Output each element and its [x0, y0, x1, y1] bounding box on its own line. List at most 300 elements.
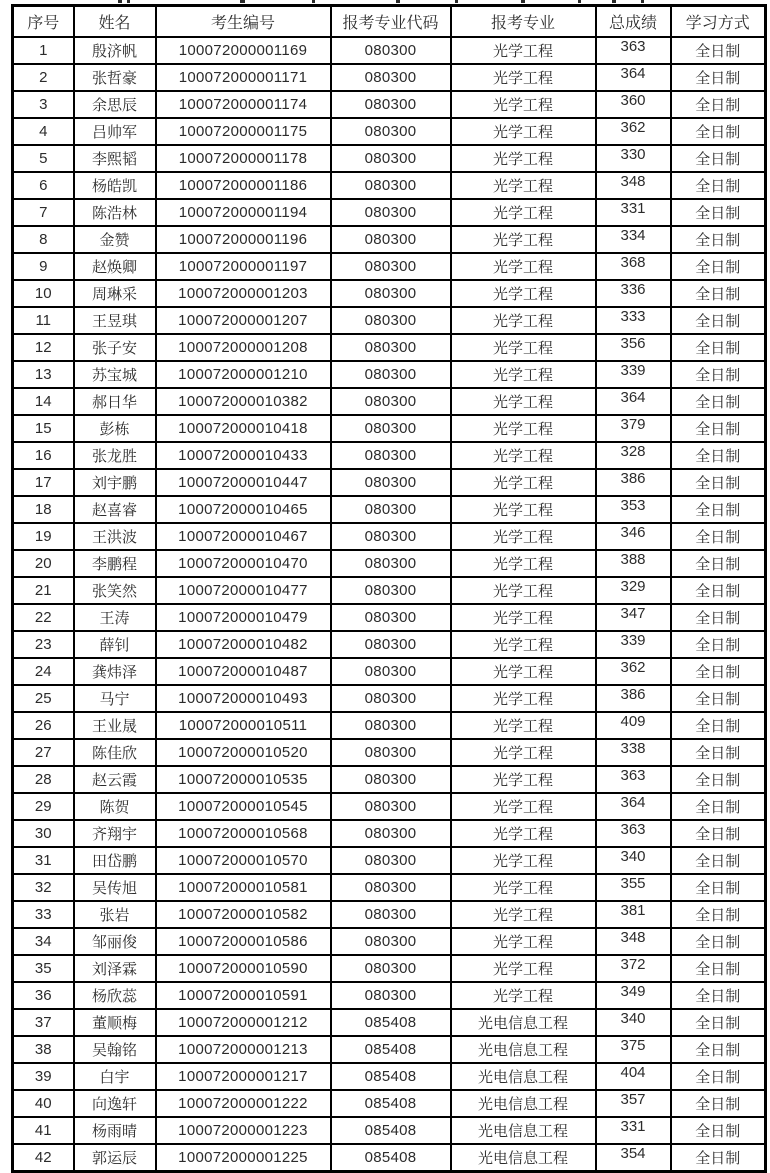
table-row [13, 361, 766, 388]
score-value: 340 [620, 848, 646, 865]
cell-index: 11 [13, 307, 74, 334]
cell-score [596, 37, 671, 64]
cell-study-mode: 全日制 [671, 928, 766, 955]
score-value: 346 [620, 524, 646, 541]
cell-index: 31 [13, 847, 74, 874]
cell-name: 王涛 [74, 604, 156, 631]
cell-study-mode: 全日制 [671, 496, 766, 523]
cell-index: 25 [13, 685, 74, 712]
cell-study-mode: 全日制 [671, 982, 766, 1009]
cell-major-code: 080300 [331, 847, 451, 874]
cell-major: 光学工程 [451, 118, 596, 145]
cell-name: 吕帅军 [74, 118, 156, 145]
cell-major: 光学工程 [451, 847, 596, 874]
cell-score [596, 388, 671, 415]
cell-major: 光学工程 [451, 64, 596, 91]
cell-study-mode: 全日制 [671, 901, 766, 928]
cell-name: 殷济帆 [74, 37, 156, 64]
table-row [13, 1063, 766, 1090]
cell-study-mode: 全日制 [671, 604, 766, 631]
cell-major: 光学工程 [451, 172, 596, 199]
cell-score [596, 1144, 671, 1172]
cell-index: 28 [13, 766, 74, 793]
cell-major: 光电信息工程 [451, 1144, 596, 1172]
cell-candidate-no: 100072000010520 [156, 739, 331, 766]
cell-name: 李鹏程 [74, 550, 156, 577]
cell-major: 光电信息工程 [451, 1009, 596, 1036]
cell-major: 光学工程 [451, 415, 596, 442]
cell-index: 4 [13, 118, 74, 145]
score-value: 379 [620, 416, 646, 433]
cell-study-mode: 全日制 [671, 307, 766, 334]
cell-major: 光学工程 [451, 712, 596, 739]
cell-candidate-no: 100072000010591 [156, 982, 331, 1009]
cell-score [596, 1090, 671, 1117]
cell-score [596, 550, 671, 577]
cell-index: 23 [13, 631, 74, 658]
cell-major-code: 080300 [331, 631, 451, 658]
cell-index: 26 [13, 712, 74, 739]
score-value: 328 [620, 443, 646, 460]
cell-candidate-no: 100072000010418 [156, 415, 331, 442]
cell-major-code: 080300 [331, 739, 451, 766]
cell-name: 田岱鹏 [74, 847, 156, 874]
cell-score [596, 658, 671, 685]
score-value: 368 [620, 254, 646, 271]
cell-study-mode: 全日制 [671, 253, 766, 280]
cell-major-code: 080300 [331, 226, 451, 253]
cell-score [596, 280, 671, 307]
cell-major-code: 080300 [331, 955, 451, 982]
score-value: 348 [620, 173, 646, 190]
cell-major: 光学工程 [451, 469, 596, 496]
cell-name: 刘宇鹏 [74, 469, 156, 496]
table-row [13, 226, 766, 253]
cell-score [596, 415, 671, 442]
cell-candidate-no: 100072000010482 [156, 631, 331, 658]
cell-candidate-no: 100072000010545 [156, 793, 331, 820]
cell-name: 张龙胜 [74, 442, 156, 469]
cell-index: 6 [13, 172, 74, 199]
table-row [13, 253, 766, 280]
cell-name: 董顺梅 [74, 1009, 156, 1036]
cell-major: 光学工程 [451, 91, 596, 118]
cell-score [596, 820, 671, 847]
cell-score [596, 145, 671, 172]
cell-index: 2 [13, 64, 74, 91]
cell-major-code: 080300 [331, 550, 451, 577]
cell-major-code: 080300 [331, 658, 451, 685]
score-value: 354 [620, 1145, 646, 1162]
table-row [13, 739, 766, 766]
cell-score [596, 253, 671, 280]
cell-major: 光学工程 [451, 982, 596, 1009]
clipped-text-fragment [521, 0, 525, 3]
cell-major-code: 080300 [331, 145, 451, 172]
cell-major-code: 080300 [331, 442, 451, 469]
cell-index: 30 [13, 820, 74, 847]
score-value: 339 [620, 362, 646, 379]
table-row [13, 280, 766, 307]
cell-major-code: 080300 [331, 388, 451, 415]
cell-index: 34 [13, 928, 74, 955]
cell-major-code: 080300 [331, 874, 451, 901]
cell-index: 14 [13, 388, 74, 415]
score-value: 372 [620, 956, 646, 973]
cell-candidate-no: 100072000010479 [156, 604, 331, 631]
table-row [13, 604, 766, 631]
table-row [13, 334, 766, 361]
cell-study-mode: 全日制 [671, 118, 766, 145]
cell-candidate-no: 100072000010511 [156, 712, 331, 739]
cell-candidate-no: 100072000010586 [156, 928, 331, 955]
cell-candidate-no: 100072000010477 [156, 577, 331, 604]
score-value: 388 [620, 551, 646, 568]
cell-major-code: 080300 [331, 64, 451, 91]
table-row [13, 847, 766, 874]
cell-study-mode: 全日制 [671, 820, 766, 847]
cell-name: 杨雨晴 [74, 1117, 156, 1144]
cell-name: 苏宝城 [74, 361, 156, 388]
cell-major: 光学工程 [451, 442, 596, 469]
cell-candidate-no: 100072000010535 [156, 766, 331, 793]
column-header-score: 总成绩 [596, 6, 671, 38]
score-value: 381 [620, 902, 646, 919]
cell-candidate-no: 100072000001197 [156, 253, 331, 280]
cell-major-code: 080300 [331, 604, 451, 631]
score-value: 363 [620, 38, 646, 55]
cell-major-code: 080300 [331, 766, 451, 793]
cell-score [596, 982, 671, 1009]
cell-candidate-no: 100072000010467 [156, 523, 331, 550]
cell-candidate-no: 100072000001222 [156, 1090, 331, 1117]
cell-study-mode: 全日制 [671, 766, 766, 793]
cell-major-code: 080300 [331, 37, 451, 64]
cell-candidate-no: 100072000010581 [156, 874, 331, 901]
table-row [13, 982, 766, 1009]
cell-name: 陈佳欣 [74, 739, 156, 766]
score-value: 386 [620, 470, 646, 487]
cell-major: 光电信息工程 [451, 1090, 596, 1117]
cell-index: 36 [13, 982, 74, 1009]
cell-major-code: 080300 [331, 361, 451, 388]
cell-index: 42 [13, 1144, 74, 1172]
cell-score [596, 712, 671, 739]
cell-candidate-no: 100072000001223 [156, 1117, 331, 1144]
cell-score [596, 442, 671, 469]
table-row [13, 1117, 766, 1144]
score-value: 338 [620, 740, 646, 757]
cell-name: 龚炜泽 [74, 658, 156, 685]
admission-score-table [11, 4, 767, 1173]
cell-study-mode: 全日制 [671, 1036, 766, 1063]
cell-study-mode: 全日制 [671, 955, 766, 982]
cell-name: 赵云霞 [74, 766, 156, 793]
cell-major: 光学工程 [451, 145, 596, 172]
cell-name: 郭运辰 [74, 1144, 156, 1172]
cell-name: 齐翔宇 [74, 820, 156, 847]
table-row [13, 442, 766, 469]
cell-major-code: 085408 [331, 1036, 451, 1063]
cell-major-code: 080300 [331, 496, 451, 523]
cell-score [596, 631, 671, 658]
cell-name: 余思辰 [74, 91, 156, 118]
cell-major: 光学工程 [451, 199, 596, 226]
cell-major: 光学工程 [451, 496, 596, 523]
cell-score [596, 226, 671, 253]
score-value: 340 [620, 1010, 646, 1027]
cell-index: 20 [13, 550, 74, 577]
table-row [13, 874, 766, 901]
cell-name: 郝日华 [74, 388, 156, 415]
cell-major: 光电信息工程 [451, 1117, 596, 1144]
cell-score [596, 118, 671, 145]
cell-major: 光学工程 [451, 874, 596, 901]
cell-major-code: 080300 [331, 928, 451, 955]
score-value: 356 [620, 335, 646, 352]
cell-major-code: 080300 [331, 793, 451, 820]
cell-major-code: 080300 [331, 172, 451, 199]
cell-major: 光电信息工程 [451, 1063, 596, 1090]
cell-major: 光学工程 [451, 307, 596, 334]
cell-candidate-no: 100072000001208 [156, 334, 331, 361]
clipped-text-fragment [578, 0, 581, 3]
cell-major-code: 080300 [331, 469, 451, 496]
score-value: 336 [620, 281, 646, 298]
table-row [13, 820, 766, 847]
score-value: 339 [620, 632, 646, 649]
column-header-index: 序号 [13, 6, 74, 38]
cell-study-mode: 全日制 [671, 1117, 766, 1144]
score-value: 363 [620, 821, 646, 838]
cell-major: 光学工程 [451, 388, 596, 415]
cell-candidate-no: 100072000001171 [156, 64, 331, 91]
cell-name: 李熙韬 [74, 145, 156, 172]
cell-major: 光学工程 [451, 685, 596, 712]
cell-major: 光学工程 [451, 955, 596, 982]
score-value: 364 [620, 389, 646, 406]
cell-study-mode: 全日制 [671, 874, 766, 901]
cell-candidate-no: 100072000010493 [156, 685, 331, 712]
column-header-candidate-no: 考生编号 [156, 6, 331, 38]
cell-score [596, 604, 671, 631]
cell-study-mode: 全日制 [671, 442, 766, 469]
score-value: 375 [620, 1037, 646, 1054]
cell-candidate-no: 100072000001174 [156, 91, 331, 118]
cell-index: 15 [13, 415, 74, 442]
cell-study-mode: 全日制 [671, 739, 766, 766]
score-value: 347 [620, 605, 646, 622]
cell-index: 33 [13, 901, 74, 928]
clipped-text-fragment [612, 0, 616, 3]
cell-candidate-no: 100072000001186 [156, 172, 331, 199]
cell-candidate-no: 100072000010590 [156, 955, 331, 982]
cell-name: 金赞 [74, 226, 156, 253]
cell-candidate-no: 100072000001225 [156, 1144, 331, 1172]
cell-index: 10 [13, 280, 74, 307]
cell-major-code: 080300 [331, 253, 451, 280]
cell-name: 杨欣蕊 [74, 982, 156, 1009]
cell-candidate-no: 100072000010582 [156, 901, 331, 928]
score-value: 386 [620, 686, 646, 703]
cell-score [596, 685, 671, 712]
score-value: 333 [620, 308, 646, 325]
table-header-row [13, 6, 766, 38]
cell-candidate-no: 100072000010568 [156, 820, 331, 847]
cell-name: 白宇 [74, 1063, 156, 1090]
column-header-major: 报考专业 [451, 6, 596, 38]
cell-index: 13 [13, 361, 74, 388]
clipped-text-fragment [455, 0, 458, 3]
cell-candidate-no: 100072000010382 [156, 388, 331, 415]
cell-name: 吴翰铭 [74, 1036, 156, 1063]
clipped-text-fragment [240, 0, 245, 3]
cell-name: 吴传旭 [74, 874, 156, 901]
cell-study-mode: 全日制 [671, 388, 766, 415]
cell-candidate-no: 100072000001210 [156, 361, 331, 388]
score-value: 334 [620, 227, 646, 244]
table-row [13, 793, 766, 820]
cell-score [596, 307, 671, 334]
cell-study-mode: 全日制 [671, 577, 766, 604]
cell-score [596, 334, 671, 361]
cell-major: 光学工程 [451, 631, 596, 658]
cell-name: 张岩 [74, 901, 156, 928]
table-row [13, 901, 766, 928]
cell-index: 21 [13, 577, 74, 604]
cell-major-code: 085408 [331, 1144, 451, 1172]
cell-major-code: 080300 [331, 982, 451, 1009]
score-value: 364 [620, 65, 646, 82]
clipped-text-fragment [312, 0, 315, 3]
cell-name: 周琳采 [74, 280, 156, 307]
cell-name: 彭栋 [74, 415, 156, 442]
cell-name: 张哲豪 [74, 64, 156, 91]
table-row [13, 37, 766, 64]
cell-major: 光学工程 [451, 793, 596, 820]
cell-study-mode: 全日制 [671, 145, 766, 172]
cell-study-mode: 全日制 [671, 523, 766, 550]
table-row [13, 685, 766, 712]
cell-index: 7 [13, 199, 74, 226]
score-value: 329 [620, 578, 646, 595]
cell-major: 光学工程 [451, 577, 596, 604]
cell-major-code: 080300 [331, 118, 451, 145]
cell-major: 光学工程 [451, 739, 596, 766]
table-row [13, 577, 766, 604]
cell-study-mode: 全日制 [671, 550, 766, 577]
cell-score [596, 874, 671, 901]
clipped-text-fragment [127, 0, 130, 3]
cell-name: 张子安 [74, 334, 156, 361]
cell-score [596, 1009, 671, 1036]
cell-candidate-no: 100072000001169 [156, 37, 331, 64]
cell-index: 9 [13, 253, 74, 280]
cell-study-mode: 全日制 [671, 199, 766, 226]
cell-index: 1 [13, 37, 74, 64]
table-row [13, 469, 766, 496]
table-row [13, 388, 766, 415]
cell-study-mode: 全日制 [671, 847, 766, 874]
cell-score [596, 1063, 671, 1090]
cell-major: 光学工程 [451, 550, 596, 577]
cell-major: 光学工程 [451, 658, 596, 685]
cell-score [596, 496, 671, 523]
cell-index: 39 [13, 1063, 74, 1090]
score-value: 362 [620, 119, 646, 136]
table-row [13, 1090, 766, 1117]
cell-index: 27 [13, 739, 74, 766]
cell-major-code: 080300 [331, 712, 451, 739]
score-value: 353 [620, 497, 646, 514]
cell-candidate-no: 100072000001196 [156, 226, 331, 253]
cell-major-code: 080300 [331, 280, 451, 307]
cell-study-mode: 全日制 [671, 280, 766, 307]
cell-candidate-no: 100072000001213 [156, 1036, 331, 1063]
cell-name: 杨皓凯 [74, 172, 156, 199]
cell-major: 光学工程 [451, 604, 596, 631]
cell-candidate-no: 100072000010465 [156, 496, 331, 523]
cell-major-code: 085408 [331, 1063, 451, 1090]
table-row [13, 658, 766, 685]
cell-name: 薛钊 [74, 631, 156, 658]
cell-major: 光学工程 [451, 361, 596, 388]
score-value: 404 [620, 1064, 646, 1081]
cell-score [596, 577, 671, 604]
table-row [13, 523, 766, 550]
cell-score [596, 766, 671, 793]
cell-score [596, 469, 671, 496]
cell-major: 光学工程 [451, 766, 596, 793]
clipped-text-fragment [118, 0, 122, 3]
cell-index: 40 [13, 1090, 74, 1117]
cell-study-mode: 全日制 [671, 1090, 766, 1117]
cell-index: 8 [13, 226, 74, 253]
cell-candidate-no: 100072000010447 [156, 469, 331, 496]
cell-major: 光学工程 [451, 928, 596, 955]
cell-study-mode: 全日制 [671, 793, 766, 820]
cell-index: 18 [13, 496, 74, 523]
score-value: 349 [620, 983, 646, 1000]
cell-index: 41 [13, 1117, 74, 1144]
score-value: 360 [620, 92, 646, 109]
cell-index: 35 [13, 955, 74, 982]
cell-index: 3 [13, 91, 74, 118]
score-value: 363 [620, 767, 646, 784]
cell-major: 光学工程 [451, 253, 596, 280]
cell-study-mode: 全日制 [671, 469, 766, 496]
score-value: 409 [620, 713, 646, 730]
cell-candidate-no: 100072000010470 [156, 550, 331, 577]
cell-major-code: 080300 [331, 523, 451, 550]
cell-score [596, 64, 671, 91]
cell-name: 邹丽俊 [74, 928, 156, 955]
cell-study-mode: 全日制 [671, 658, 766, 685]
table-row [13, 118, 766, 145]
cell-index: 32 [13, 874, 74, 901]
table-row [13, 631, 766, 658]
cell-index: 22 [13, 604, 74, 631]
cell-name: 陈贺 [74, 793, 156, 820]
score-value: 357 [620, 1091, 646, 1108]
cell-index: 12 [13, 334, 74, 361]
table-row [13, 712, 766, 739]
cell-study-mode: 全日制 [671, 685, 766, 712]
cell-major-code: 080300 [331, 199, 451, 226]
table-row [13, 955, 766, 982]
table-row [13, 91, 766, 118]
cell-major: 光学工程 [451, 820, 596, 847]
